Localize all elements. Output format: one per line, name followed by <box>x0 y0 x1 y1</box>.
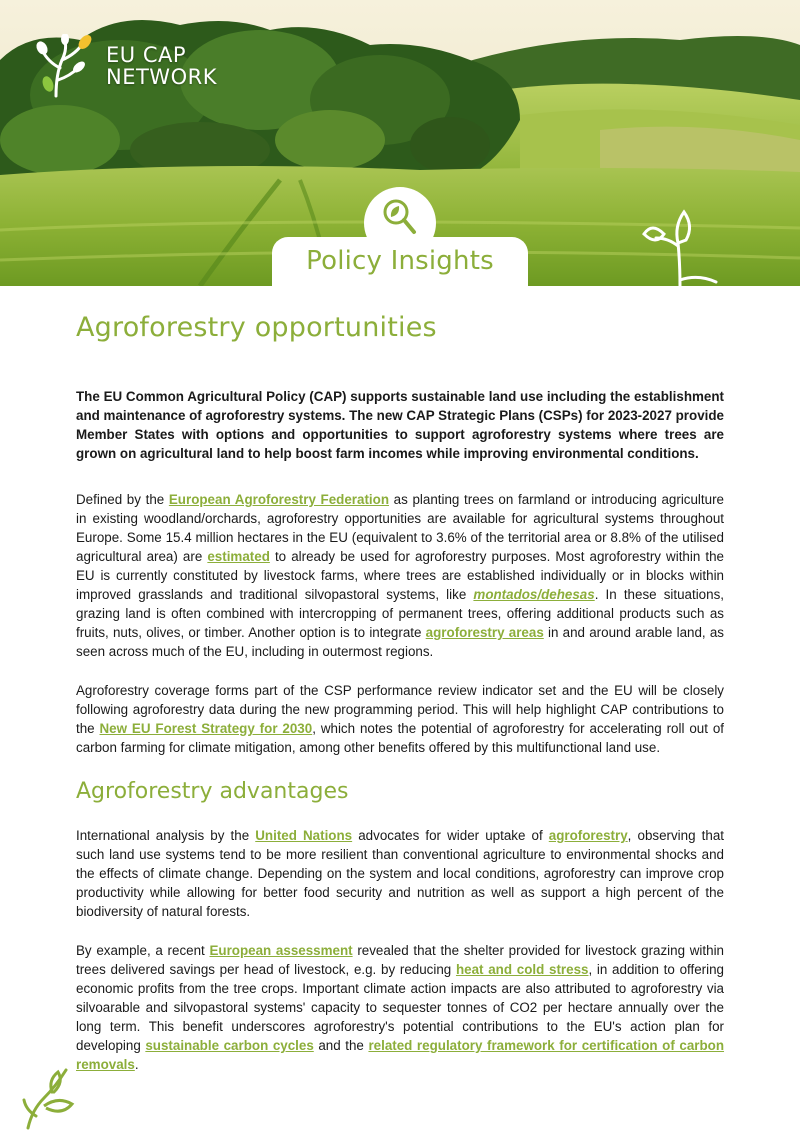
paragraph-definition <box>76 490 724 661</box>
magnifier-leaf-icon <box>380 196 420 240</box>
link-montados-dehesas[interactable]: montados/dehesas <box>473 587 595 602</box>
text-span: , which notes the potential of agroforestry for accelerating roll out of carbon farming for climate mitigation, among other benefits offered by this multifunctional land use. <box>76 721 724 755</box>
text-span: . In these situations, grazing land is often combined with intercropping of permanent trees, offering additional products such as fruits, nuts, olives, or timber. Another option is to integrate <box>76 587 724 640</box>
sprout-icon <box>22 1066 86 1130</box>
article-body <box>76 312 724 1074</box>
text-span: in and around arable land, as seen across much of the EU, including in outermost regions. <box>76 625 724 659</box>
logo-line-1: EU CAP <box>106 43 187 67</box>
text-span: , in addition to offering economic profits from the tree crops. Important climate action impacts are also attributed to agroforestry via silvoarable and silvopastoral systems' capacity to sequester tonnes of CO2 per hectare annually over the long term. This benefit underscores agroforestry's potential contributions to the EU's action plan for developing <box>76 962 724 1053</box>
hero-banner <box>0 0 800 286</box>
text-span: to already be used for agroforestry purposes. Most agroforestry within the EU is currently constituted by livestock farms, where trees are established individually or in blocks within improved grasslands and traditional silvopastoral systems, like <box>76 549 724 602</box>
logo-text <box>106 44 217 88</box>
paragraph-un-analysis <box>76 826 724 921</box>
link-agroforestry-areas[interactable]: agroforestry areas <box>425 625 544 640</box>
intro-paragraph: The EU Common Agricultural Policy (CAP) supports sustainable land use including the establishment and maintenance of agroforestry systems. The new CAP Strategic Plans (CSPs) for 2023-2027 provide Member States with options and opportunities to support agroforestry systems where trees are grown on agricultural land to help boost farm incomes while improving environmental conditions. <box>76 389 724 461</box>
text-span: Defined by the <box>76 492 169 507</box>
link-european-agroforestry-federation[interactable]: European Agroforestry Federation <box>168 492 389 507</box>
text-span: International analysis by the <box>76 828 256 843</box>
text-span: Agroforestry coverage forms part of the CSP performance review indicator set and the EU will be closely following agroforestry data during the new programming period. This will help highlight CAP contributions to the <box>76 683 724 736</box>
link-heat-and-cold-stress[interactable]: heat and cold stress <box>455 962 589 977</box>
tree-logo-icon <box>34 34 98 98</box>
eu-cap-network-logo[interactable] <box>34 34 217 98</box>
paragraph-coverage <box>76 681 724 757</box>
link-european-assessment[interactable]: European assessment <box>209 943 353 958</box>
text-span: By example, a recent <box>76 943 210 958</box>
text-span: revealed that the shelter provided for livestock grazing within trees delivered savings per head of livestock, e.g. by reducing <box>76 943 724 977</box>
link-forest-strategy-2030[interactable]: New EU Forest Strategy for 2030 <box>99 721 313 736</box>
text-span: as planting trees on farmland or introducing agriculture in existing woodland/orchards, agroforestry opportunities are available for agricultural systems throughout Europe. Some 15.4 million hectares in the EU (equivalent to 3.6% of the territorial area or 8.8% of the utilised agricultural area) are <box>76 492 724 564</box>
link-sustainable-carbon-cycles[interactable]: sustainable carbon cycles <box>145 1038 314 1053</box>
text-span: advocates for wider uptake of <box>352 828 549 843</box>
link-carbon-removals-framework[interactable]: related regulatory framework for certification of carbon removals <box>76 1038 725 1072</box>
sprout-icon <box>638 208 720 286</box>
text-span: . <box>134 1057 139 1072</box>
link-estimated[interactable]: estimated <box>207 549 270 564</box>
paragraph-european-assessment <box>76 941 724 1074</box>
logo-line-2: NETWORK <box>106 65 217 89</box>
page-title: Agroforestry opportunities <box>76 312 437 343</box>
link-agroforestry[interactable]: agroforestry <box>548 828 628 843</box>
link-united-nations[interactable]: United Nations <box>255 828 353 843</box>
policy-insights-label: Policy Insights <box>306 246 494 276</box>
text-span: , observing that such land use systems tend to be more resilient than conventional agriculture to environmental shocks and the effects of climate change. Depending on the system and local conditions, agroforestry can improve crop productivity while allowing for better food security and nutrition as well as support a high percent of the biodiversity of natural forests. <box>76 828 724 919</box>
section-title-advantages: Agroforestry advantages <box>76 779 349 804</box>
text-span: and the <box>313 1038 369 1053</box>
